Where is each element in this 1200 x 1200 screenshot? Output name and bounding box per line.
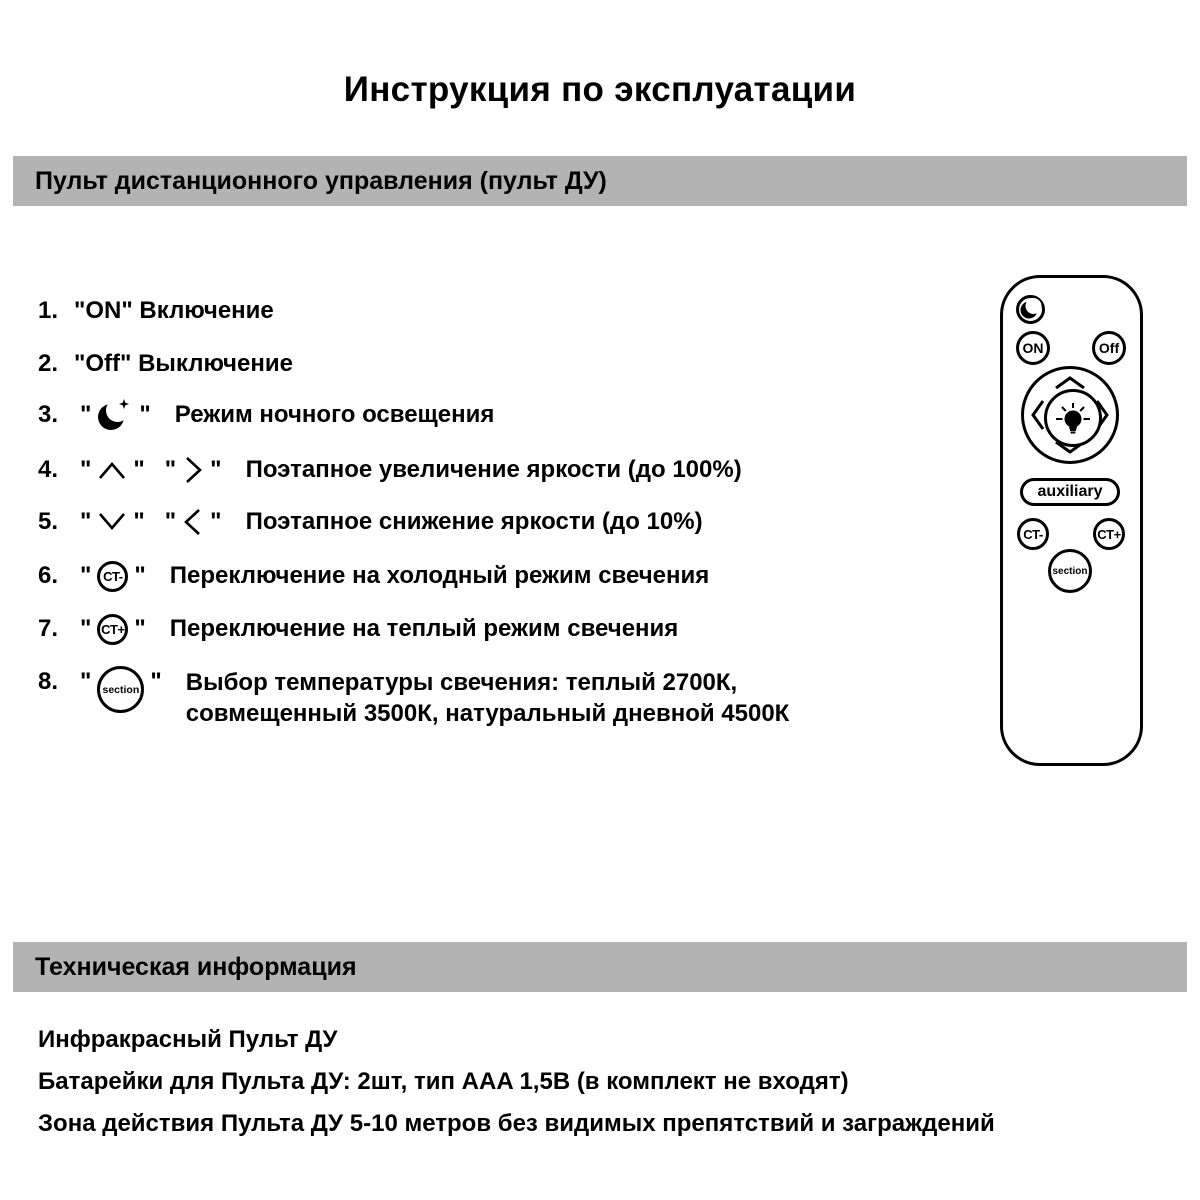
item-text: Поэтапное увеличение яркости (до 100%)	[245, 456, 742, 483]
section-header-remote-label: Пульт дистанционного управления (пульт ДУ)	[35, 166, 607, 195]
section-header-remote	[13, 156, 1187, 206]
quote-mark: "	[210, 508, 222, 535]
night-mode-button	[1016, 295, 1045, 324]
section-header-tech-label: Техническая информация	[35, 952, 357, 981]
quote-mark: "	[80, 615, 92, 642]
quote-mark: "	[134, 562, 146, 589]
item-number: 8.	[38, 668, 59, 695]
remote-control-illustration	[1000, 275, 1143, 766]
quote-mark: "	[133, 508, 145, 535]
item-text: Режим ночного освещения	[174, 401, 495, 428]
instruction-item-1	[38, 288, 274, 334]
instruction-item-5	[38, 499, 703, 545]
chevron-up-icon	[97, 458, 127, 482]
ct-minus-button-label: CT-	[1023, 526, 1043, 542]
quote-mark: "	[164, 456, 177, 483]
instruction-item-3	[38, 392, 494, 438]
instruction-item-8	[38, 660, 789, 729]
item-number: 5.	[38, 508, 59, 535]
ct-minus-badge: CT-	[97, 561, 128, 592]
quote-mark: "	[210, 456, 222, 483]
ct-plus-button-label: CT+	[1097, 526, 1121, 542]
brightness-dpad	[1021, 366, 1119, 464]
instruction-item-2	[38, 341, 293, 387]
on-button-label: ON	[1022, 340, 1044, 356]
instruction-item-6	[38, 553, 709, 599]
chevron-left-icon	[182, 506, 204, 538]
page-title: Инструкция по эксплуатации	[343, 70, 857, 109]
tech-info-line-1: Инфракрасный Пульт ДУ	[38, 1026, 338, 1053]
item-number: 3.	[38, 401, 59, 428]
off-button-label: Off	[1098, 340, 1120, 356]
ct-plus-badge: CT+	[97, 614, 128, 645]
lightbulb-icon	[1053, 398, 1093, 438]
item-number: 1.	[38, 297, 59, 324]
item-text-line2: совмещенный 3500К, натуральный дневной 4500К	[185, 700, 790, 727]
item-text: "ON" Включение	[74, 297, 274, 324]
auxiliary-button-label: auxiliary	[1037, 483, 1103, 500]
item-text-line1: Выбор температуры свечения: теплый 2700К,	[185, 669, 738, 696]
quote-mark: "	[134, 615, 146, 642]
section-badge: section	[97, 666, 144, 713]
quote-mark: "	[139, 401, 151, 428]
chevron-down-icon	[97, 510, 127, 534]
item-text	[186, 667, 790, 729]
crescent-moon-icon	[1019, 298, 1042, 321]
quote-mark: "	[80, 401, 92, 428]
item-number: 7.	[38, 615, 59, 642]
quote-mark: "	[80, 456, 92, 483]
ct-minus-button	[1017, 518, 1049, 550]
off-button	[1092, 331, 1126, 365]
item-text: Переключение на холодный режим свечения	[169, 562, 710, 589]
section-button	[1048, 549, 1092, 593]
tech-info-line-3: Зона действия Пульта ДУ 5-10 метров без видимых препятствий и заграждений	[38, 1110, 995, 1137]
quote-mark: "	[80, 562, 92, 589]
item-number: 2.	[38, 350, 59, 377]
section-button-label: section	[1052, 565, 1088, 577]
item-number: 4.	[38, 456, 59, 483]
section-header-tech	[13, 942, 1187, 992]
auxiliary-button	[1020, 478, 1120, 506]
tech-info-line-2: Батарейки для Пульта ДУ: 2шт, тип AAA 1,5В (в комплект не входят)	[38, 1068, 849, 1095]
quote-mark: "	[164, 508, 177, 535]
item-text: "Off" Выключение	[74, 350, 293, 377]
chevron-right-icon	[182, 454, 204, 486]
dpad-center-button	[1044, 389, 1102, 447]
item-text: Переключение на теплый режим свечения	[169, 615, 679, 642]
instruction-item-7	[38, 606, 678, 652]
ct-plus-button	[1093, 518, 1125, 550]
on-button	[1016, 331, 1050, 365]
quote-mark: "	[80, 508, 92, 535]
quote-mark: "	[150, 668, 162, 695]
item-text: Поэтапное снижение яркости (до 10%)	[245, 508, 703, 535]
quote-mark: "	[133, 456, 145, 483]
instruction-item-4	[38, 447, 742, 493]
quote-mark: "	[80, 668, 92, 695]
crescent-moon-icon	[97, 397, 133, 433]
item-number: 6.	[38, 562, 59, 589]
